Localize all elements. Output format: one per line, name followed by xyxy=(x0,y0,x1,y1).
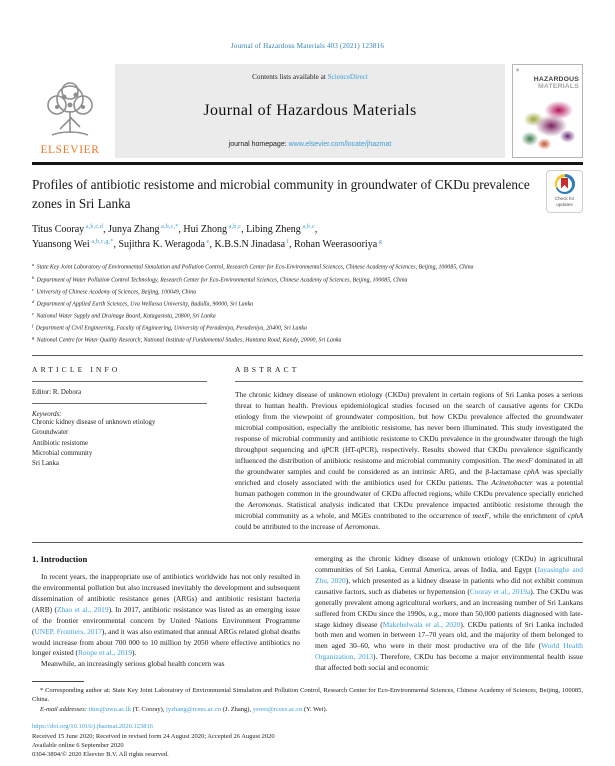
text-span: (Y. Wei). xyxy=(302,705,328,713)
check-for-updates-badge[interactable] xyxy=(546,170,583,213)
author-name: Libing Zheng $^{a,b,c}$, xyxy=(246,224,318,236)
abstract-column xyxy=(235,365,583,532)
text-span: . Statistical analysis indicated that CKDu prevalence impacted antibiotic resistome through the microbial community as a whole, and MGEs contributed to the occurrence of xyxy=(235,500,583,521)
keyword-item: Antibiotic resistome xyxy=(32,439,89,447)
text-span: The chronic kidney disease of unknown etiology (CKDu) prevalent in certain regions of Sri Lanka poses a serious threat to human health. Previous epidemiological studies focused on the search of causative agents for CKDu etiology from the viewpoint of groundwater composition, but how CKDu prevalence affected the groundwater microbial composition, especially the antibiotic resistome, has never been illuminated. This study investigated the response of microbial community and antibiotic resistome to CKDu prevalence in the groundwater through the high throughput sequencing and qPCR (HT-qPCR), respectively. Results showed that CKDu prevalence significantly influenced the distribution of antibiotic resistome and microbial community composition. The xyxy=(235,389,583,466)
cover-title-line1: HAZARDOUS xyxy=(533,76,579,83)
abstract-divider xyxy=(32,542,583,543)
intro-paragraph-continued xyxy=(315,554,583,674)
available-online-line: Available online 6 September 2020 xyxy=(32,742,124,750)
text-span: ). xyxy=(131,648,137,658)
crossmark-icon xyxy=(555,174,575,194)
email-addresses-line xyxy=(32,705,583,714)
abstract-heading: ABSTRACT xyxy=(235,364,300,374)
cover-title-line2: MATERIALS xyxy=(538,83,579,91)
corresponding-author-note: * Corresponding author at: State Key Joint Laboratory of Environmental Simulation and Pollution Control, Research Center for Eco-Environmental Sciences, Chinese Academy of Sciences, Beijing, 100085, China. xyxy=(32,686,583,704)
text-span: cphA xyxy=(523,467,540,477)
intro-paragraph-1 xyxy=(32,572,300,659)
text-span: was a potential human pathogen common in the groundwater of CKDu affected regions, while CKDu prevalence specially enriched the xyxy=(235,478,584,510)
author-name: Titus Cooray $^{a,b,c,d}$, xyxy=(32,224,109,236)
text-span: ). CKDu patients of Sri Lanka included both men and women in between 17–70 years old, and the majority of them belonged to men aged 30–60, who were in their most productive era of the life ( xyxy=(315,619,583,651)
journal-cover-thumbnail[interactable] xyxy=(512,64,583,158)
text-span: ). In 2017, antibiotic resistance was listed as an emerging issue of the frontier environmental concern by United Nations Environment Programme ( xyxy=(32,604,300,636)
email-link[interactable]: jyzhang@rcees.ac.cn xyxy=(166,705,222,713)
text-span: ). The CKDu was generally prevalent among agricultural workers, and an increasing number of Sri Lankans suffered from CKDu since the 1990s, e.g., more than 50,000 patients diagnosed with late-stage kidney disease ( xyxy=(315,586,583,629)
affiliation-line: $^d$ Department of Applied Earth Sciences, Uva Wellassa University, Badulla, 90000, Sri Lanka xyxy=(32,298,254,308)
elsevier-logo[interactable] xyxy=(32,64,108,158)
article-title: Profiles of antibiotic resistome and microbial community in groundwater of CKDu prevalence zones in Sri Lanka xyxy=(32,177,530,211)
citation-link[interactable]: UNEP, Frontiers, 2017 xyxy=(34,626,102,636)
check-badge-label: Check for updates xyxy=(554,196,575,207)
article-info-rule xyxy=(32,381,207,382)
text-span: Aeromonas xyxy=(247,500,282,510)
keyword-item: Groundwater xyxy=(32,429,69,437)
publication-info-block xyxy=(32,722,583,760)
keywords-label: Keywords: xyxy=(32,410,62,418)
article-info-heading: ARTICLE INFO xyxy=(32,364,121,374)
email-link[interactable]: yswei@rcees.ac.cn xyxy=(252,705,303,713)
author-affiliation-sup[interactable]: a,b,c,g,* xyxy=(89,239,114,246)
issn-copyright-line: 0304-3894/© 2020 Elsevier B.V. All rights reserved. xyxy=(32,751,169,759)
keyword-item: Chronic kidney disease of unknown etiology xyxy=(32,418,156,426)
author-name: Rohan Weerasooriya $^g$ xyxy=(294,239,383,251)
text-span: ). Therefore, CKDu has become a major environmental health issue that affected both social and economic xyxy=(315,652,583,673)
text-span: cphA xyxy=(567,511,583,521)
author-affiliation-sup[interactable]: g xyxy=(377,239,383,246)
introduction-heading: 1. Introduction xyxy=(32,554,88,565)
affiliation-line: $^b$ Department of Water Pollution Control Technology, Research Center for Eco-Environmental Sciences, Chinese Academy of Sciences, Beijing, 100085, China xyxy=(32,274,408,284)
email-link[interactable]: titus@uwu.ac.lk xyxy=(88,705,131,713)
text-span: was specially enriched and closely associated with the antibiotics used for CKDu patients. The xyxy=(235,467,583,488)
keyword-item: Sri Lanka xyxy=(32,460,59,468)
intro-paragraph-2 xyxy=(32,659,300,670)
footnote-separator xyxy=(32,681,84,682)
citation-link[interactable]: Roope et al., 2019 xyxy=(77,648,132,658)
left-column xyxy=(32,554,300,674)
text-span: (J. Zhang), xyxy=(221,705,253,713)
affiliations-block xyxy=(32,261,583,345)
text-span: ), which presented as a kidney disease in patients who did not exhibit common causative factors, such as diabetes or hypertension ( xyxy=(315,576,583,596)
citation-link[interactable]: Jayasinghe and Zhu, 2020 xyxy=(315,565,583,586)
text-span: ), and it was also estimated that annual ARGs related global deaths would increase from about 700 000 to 10 million by 2050 where effective antibiotics no longer existed ( xyxy=(32,626,300,658)
text-span: mexF xyxy=(472,511,489,521)
homepage-link[interactable]: www.elsevier.com/locate/jhazmat xyxy=(288,141,392,148)
citation-link[interactable]: Zhao et al., 2019 xyxy=(57,604,109,614)
journal-banner xyxy=(32,64,583,158)
journal-title: Journal of Hazardous Materials xyxy=(203,102,417,119)
elsevier-tree-icon xyxy=(42,81,98,143)
affiliation-line: $^a$ State Key Joint Laboratory of Environmental Simulation and Pollution Control, Research Center for Eco-Environmental Sciences, Chinese Academy of Sciences, Beijing, 100085, China xyxy=(32,262,474,271)
text-span: dominated in all the groundwater samples and could be considered as an intrinsic ARG, and the β-lactamase xyxy=(235,456,583,477)
contents-line xyxy=(119,73,501,81)
affiliation-line: $^g$ National Centre for Water Quality Research, National Institute of Fundamental Studies, Hantana Road, Kandy, 20000, Sri Lanka xyxy=(32,334,342,344)
doi-link[interactable]: https://doi.org/10.1016/j.jhazmat.2020.123816 xyxy=(32,723,154,731)
author-name: Yuansong Wei $^{a,b,c,g,*}$, xyxy=(32,239,119,251)
author-affiliation-sup[interactable]: a,b,c xyxy=(227,224,242,231)
abstract-rule xyxy=(235,381,583,382)
received-dates-line: Received 15 June 2020; Received in revised form 24 August 2020; Accepted 26 August 2020 xyxy=(32,732,275,740)
author-name: K.B.S.N Jinadasa $^f$, xyxy=(214,239,294,251)
text-span: Aeromonas xyxy=(344,522,379,532)
text-span: . xyxy=(378,522,381,532)
citation-link[interactable]: World Health Organization, 2013 xyxy=(315,641,583,662)
body-columns xyxy=(32,554,583,674)
citation-link[interactable]: Cooray et al., 2019a xyxy=(469,586,531,596)
elsevier-wordmark: ELSEVIER xyxy=(40,144,100,156)
running-head-citation: Journal of Hazardous Materials 403 (2021) 123816 xyxy=(230,42,385,50)
editor-line: Editor: R. Debora xyxy=(32,388,82,396)
citation-link[interactable]: Makehelwala et al., 2020 xyxy=(382,619,461,629)
text-span: emerging as the chronic kidney disease of unknown etiology (CKDu) in agricultural communities of Sri Lanka, Central America, areas of India, and Egypt ( xyxy=(315,554,583,575)
banner-divider xyxy=(32,162,583,165)
title-row xyxy=(32,176,583,213)
author-affiliation-sup[interactable]: a,b,c,d xyxy=(84,224,104,231)
text-span: could be attributed to the increase of xyxy=(235,522,345,532)
author-name: Hui Zhong $^{a,b,c}$, xyxy=(183,224,247,236)
author-affiliation-sup[interactable]: a,b,c,* xyxy=(159,224,179,231)
abstract-text xyxy=(235,389,583,532)
author-affiliation-sup[interactable]: a,b,c xyxy=(300,224,315,231)
text-span: Acinetobacter xyxy=(491,478,533,488)
contents-prefix: Contents lists available at xyxy=(252,73,328,81)
author-name: Junya Zhang $^{a,b,c,*}$, xyxy=(108,224,184,236)
author-affiliation-sup[interactable]: f xyxy=(285,239,289,246)
text-span: (T. Cooray), xyxy=(130,705,167,713)
keywords-list xyxy=(32,418,207,470)
text-span: mexF xyxy=(516,456,533,466)
banner-center xyxy=(115,64,505,158)
cover-top-marks: ▦ ▫ xyxy=(516,68,579,72)
text-span: E-mail addresses: xyxy=(40,705,89,713)
text-span: In recent years, the inappropriate use of antibiotics worldwide has not only resulted in the environmental pollution but also increased inevitably the development and subsequent dissemination of antibiotic resistance genes (ARGs) and antibiotic resistant bacteria (ARB) ( xyxy=(32,572,300,614)
info-abstract-section xyxy=(32,356,583,542)
cover-title xyxy=(516,76,579,90)
text-span: , while the enrichment of xyxy=(488,511,568,521)
affiliation-line: $^c$ University of Chinese Academy of Sciences, Beijing, 100049, China xyxy=(32,286,197,296)
sciencedirect-link[interactable]: ScienceDirect xyxy=(327,73,368,81)
homepage-line xyxy=(119,141,501,148)
authors-line xyxy=(32,222,583,252)
homepage-prefix: journal homepage: xyxy=(228,141,289,148)
author-affiliation-sup[interactable]: e xyxy=(204,239,210,246)
text-span: Meanwhile, an increasingly serious global health concern was xyxy=(41,659,225,669)
right-column xyxy=(315,554,583,674)
author-name: Sujithra K. Weragoda $^e$, xyxy=(118,239,215,251)
cover-map-art xyxy=(516,92,579,157)
footnote-block xyxy=(32,681,583,714)
affiliation-line: $^e$ National Water Supply and Drainage Board, Katugastota, 20800, Sri Lanka xyxy=(32,310,216,320)
affiliation-line: $^f$ Department of Civil Engineering, Faculty of Engineering, University of Peradeniya, Peradeniya, 20400, Sri Lanka xyxy=(32,322,307,332)
keyword-item: Microbial community xyxy=(32,449,93,457)
article-info-column xyxy=(32,365,207,532)
article-info-rule2 xyxy=(32,403,207,404)
